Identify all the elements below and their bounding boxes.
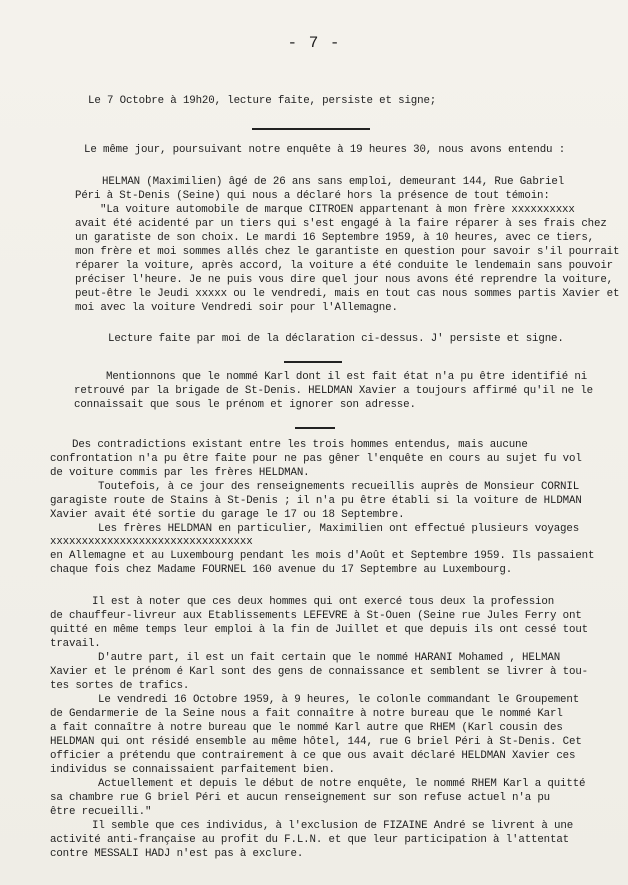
text-line: Xavier et le prénom é Karl sont des gens de connaissance et semblent se livrer à tou- xyxy=(50,666,588,678)
page-number: - 7 - xyxy=(287,34,341,52)
text-line: Lecture faite par moi de la déclaration ci-dessus. J' persiste et signe. xyxy=(108,333,564,345)
text-line: mon frère et moi sommes allés chez le garantiste en question pour savoir s'il pourrait xyxy=(75,246,620,258)
text-line: confrontation n'a pu être faite pour ne pas gêner l'enquête en cours au sujet fu vol xyxy=(50,453,582,465)
text-line: peut-être le Jeudi xxxxx ou le vendredi, mais en tout cas nous sommes partis Xavier et xyxy=(75,288,620,300)
text-line: en Allemagne et au Luxembourg pendant les mois d'Août et Septembre 1959. Ils passaient xyxy=(50,550,595,562)
text-line: travail. xyxy=(50,638,101,650)
separator-rule-1 xyxy=(252,128,370,130)
text-line: officier a prétendu que contrairement à ce que ous avait déclaré HELDMAN Xavier ces xyxy=(50,750,576,762)
text-line: Il est à noter que ces deux hommes qui ont exercé tous deux la profession xyxy=(92,596,555,608)
text-line: tes sortes de trafics. xyxy=(50,680,190,692)
text-line: Il semble que ces individus, à l'exclusion de FIZAINE André se livrent à une xyxy=(92,820,574,832)
text-line: activité anti-française au profit du F.L.N. et que leur participation à l'attentat xyxy=(50,834,569,846)
text-line: xxxxxxxxxxxxxxxxxxxxxxxxxxxxxxxx xyxy=(50,536,253,548)
text-line: HELDMAN qui ont résidé ensemble au même hôtel, 144, rue G briel Péri à St-Denis. Cet xyxy=(50,736,582,748)
text-line: Le 7 Octobre à 19h20, lecture faite, persiste et signe; xyxy=(88,95,437,107)
text-line: connaissait que sous le prénom et ignorer son adresse. xyxy=(74,399,416,411)
text-line: Des contradictions existant entre les trois hommes entendus, mais aucune xyxy=(72,439,528,451)
text-line: de voiture commis par les frères HELDMAN. xyxy=(50,467,310,479)
text-line: a fait connaître à notre bureau que le nommé Karl autre que RHEM (Karl cousin des xyxy=(50,722,563,734)
text-line: préciser l'heure. Je ne puis vous dire quel jour nous avons été reprendre la voiture, xyxy=(75,274,613,286)
text-line: Le même jour, poursuivant notre enquête à 19 heures 30, nous avons entendu : xyxy=(84,144,566,156)
text-line: chaque fois chez Madame FOURNEL 160 avenue du 17 Septembre au Luxembourg. xyxy=(50,564,513,576)
text-line: moi avec la voiture Vendredi soir pour l'Allemagne. xyxy=(75,302,398,314)
text-line: avait été acidenté par un tiers qui s'est engagé à la faire réparer à ses frais chez xyxy=(75,218,607,230)
text-line: Mentionnons que le nommé Karl dont il est fait état n'a pu être identifié ni xyxy=(106,371,588,383)
separator-rule-3 xyxy=(295,427,335,429)
text-line: être recueilli." xyxy=(50,806,152,818)
text-line: contre MESSALI HADJ n'est pas à exclure. xyxy=(50,848,304,860)
text-line: D'autre part, il est un fait certain que le nommé HARANI Mohamed , HELMAN xyxy=(98,652,561,664)
text-line: sa chambre rue G briel Péri et aucun renseignement sur son refuse actuel n'a pu xyxy=(50,792,551,804)
text-line: de Gendarmerie de la Seine nous a fait connaître à notre bureau que le nommé Karl xyxy=(50,708,563,720)
text-line: un garatiste de son choix. Le mardi 16 Septembre 1959, à 10 heures, avec ce tiers, xyxy=(75,232,594,244)
text-line: Toutefois, à ce jour des renseignements recueillis auprès de Monsieur CORNIL xyxy=(98,481,580,493)
separator-rule-2 xyxy=(284,361,342,363)
text-line: Xavier avait été sortie du garage le 17 ou 18 Septembre. xyxy=(50,509,405,521)
text-line: de chauffeur-livreur aux Etablissements LEFEVRE à St-Ouen (Seine rue Jules Ferry ont xyxy=(50,610,582,622)
text-line: garagiste route de Stains à St-Denis ; il n'a pu être établi si la voiture de HLDMAN xyxy=(50,495,582,507)
text-line: Actuellement et depuis le début de notre enquête, le nommé RHEM Karl a quitté xyxy=(98,778,586,790)
text-line: retrouvé par la brigade de St-Denis. HELDMAN Xavier a toujours affirmé qu'il ne le xyxy=(74,385,593,397)
text-line: individus se connaissaient parfaitement bien. xyxy=(50,764,335,776)
text-line: quitté en même temps leur emploi à la fin de Juillet et que depuis ils ont cessé tout xyxy=(50,624,588,636)
text-line: "La voiture automobile de marque CITROEN appartenant à mon frère xxxxxxxxxx xyxy=(100,204,575,216)
text-line: Le vendredi 16 Octobre 1959, à 9 heures, le colonle commandant le Groupement xyxy=(98,694,580,706)
text-line: Les frères HELDMAN en particulier, Maximilien ont effectué plusieurs voyages xyxy=(98,523,580,535)
text-line: HELMAN (Maximilien) âgé de 26 ans sans emploi, demeurant 144, Rue Gabriel xyxy=(102,176,565,188)
text-line: réparer la voiture, après accord, la voiture a été conduite le lendemain sans pouvoir xyxy=(75,260,613,272)
text-line: Péri à St-Denis (Seine) qui nous a déclaré hors la présence de tout témoin: xyxy=(75,190,550,202)
